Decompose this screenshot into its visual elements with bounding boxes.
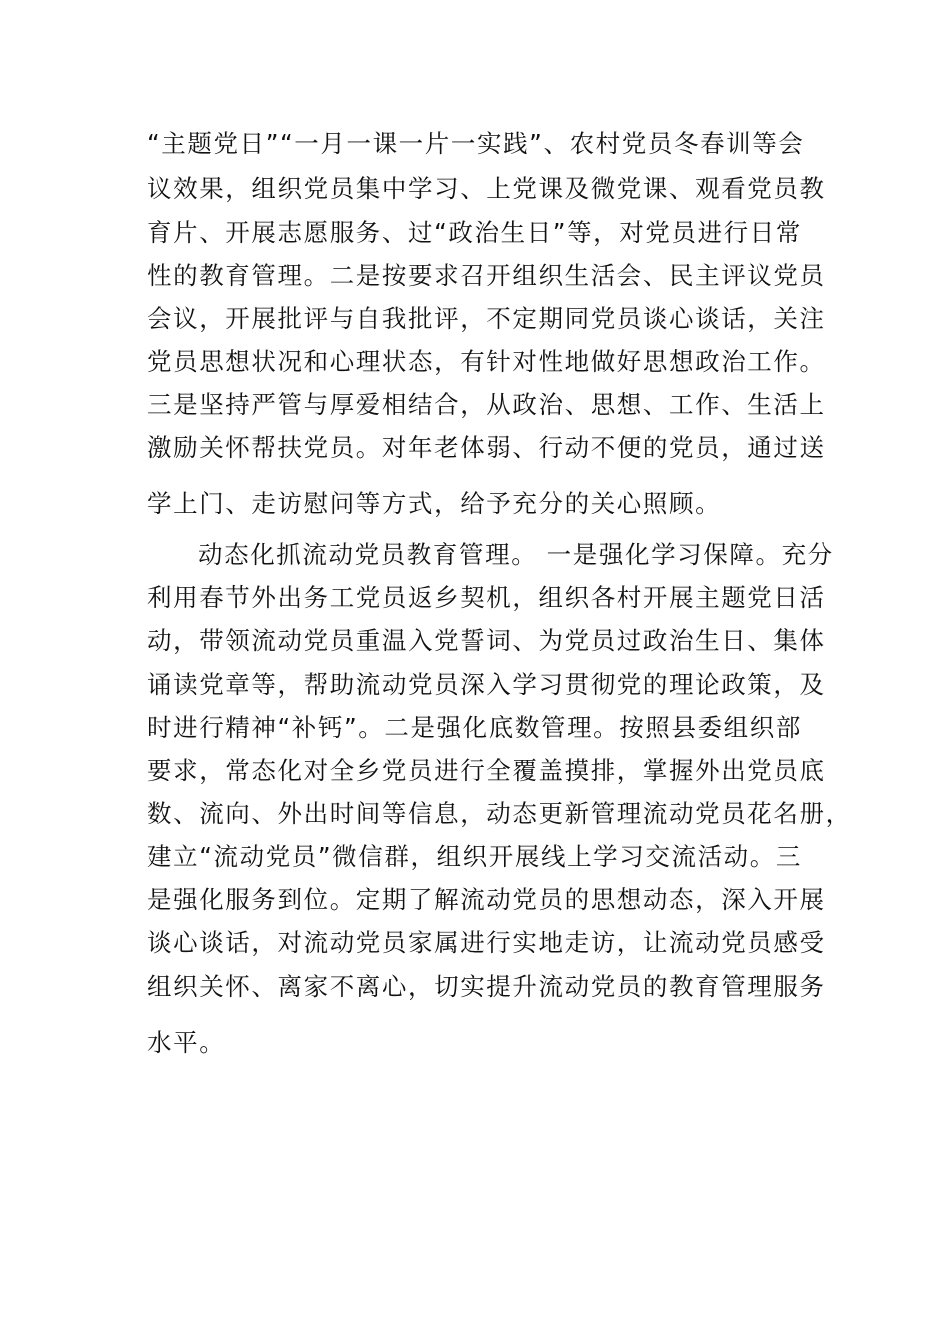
paragraph-1-line: 议效果，组织党员集中学习、上党课及微党课、观看党员教	[147, 174, 826, 203]
paragraph-2-line: 诵读党章等，帮助流动党员深入学习贯彻党的理论政策，及	[147, 670, 826, 699]
paragraph-2-heading-line: 动态化抓流动党员教育管理。 一是强化学习保障。充分	[198, 540, 834, 569]
paragraph-2-line: 建立“流动党员”微信群，组织开展线上学习交流活动。三	[147, 842, 802, 871]
paragraph-2-line: 是强化服务到位。定期了解流动党员的思想动态，深入开展	[147, 885, 826, 914]
paragraph-1-line: “主题党日”“一月一课一片一实践”、农村党员冬春训等会	[147, 129, 805, 158]
paragraph-2-line: 谈心谈话，对流动党员家属进行实地走访，让流动党员感受	[147, 928, 826, 957]
paragraph-2-line: 要求，常态化对全乡党员进行全覆盖摸排，掌握外出党员底	[147, 756, 826, 785]
paragraph-2-line: 利用春节外出务工党员返乡契机，组织各村开展主题党日活	[147, 583, 826, 612]
paragraph-1-line: 三是坚持严管与厚爱相结合，从政治、思想、工作、生活上	[147, 390, 826, 419]
paragraph-2-line: 组织关怀、离家不离心，切实提升流动党员的教育管理服务	[147, 972, 826, 1001]
paragraph-1-line: 激励关怀帮扶党员。对年老体弱、行动不便的党员，通过送	[147, 433, 826, 462]
paragraph-1-line: 学上门、走访慰问等方式，给予充分的关心照顾。	[147, 489, 722, 518]
paragraph-1-line: 会议，开展批评与自我批评，不定期同党员谈心谈话，关注	[147, 304, 826, 333]
paragraph-2-line: 数、流向、外出时间等信息，动态更新管理流动党员花名册，	[147, 799, 852, 828]
paragraph-1-line: 党员思想状况和心理状态，有针对性地做好思想政治工作。	[147, 347, 826, 376]
paragraph-1-line: 育片、开展志愿服务、过“政治生日”等，对党员进行日常	[147, 218, 802, 247]
paragraph-1-line: 性的教育管理。二是按要求召开组织生活会、民主评议党员	[147, 261, 826, 290]
paragraph-2-line: 时进行精神“补钙”。二是强化底数管理。按照县委组织部	[147, 713, 802, 742]
paragraph-2-line: 水平。	[147, 1028, 226, 1057]
paragraph-2-line: 动，带领流动党员重温入党誓词、为党员过政治生日、集体	[147, 626, 826, 655]
